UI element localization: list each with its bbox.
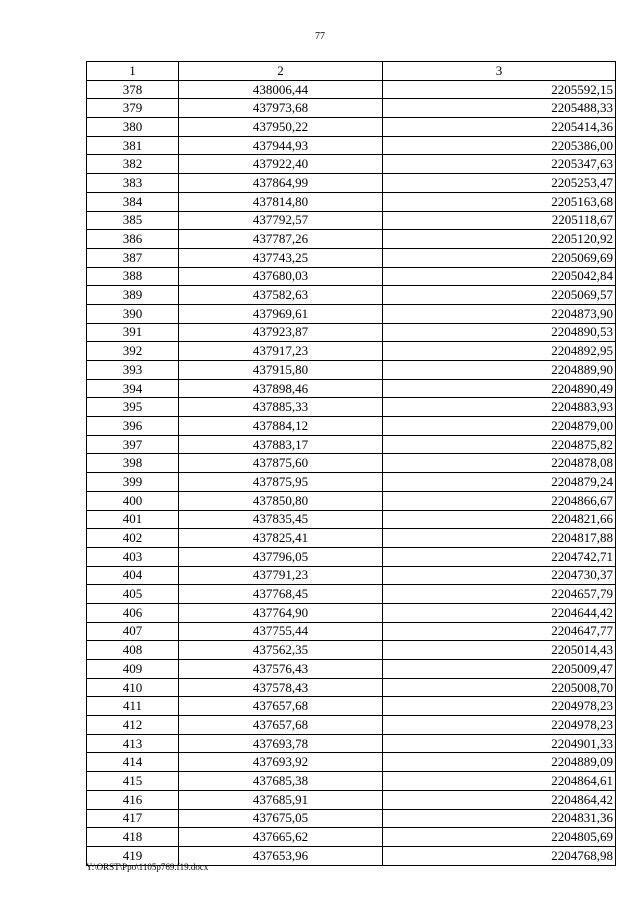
y-coordinate-cell: 2205118,67 <box>383 211 616 230</box>
y-coordinate-cell: 2204864,42 <box>383 790 616 809</box>
y-coordinate-cell: 2204890,53 <box>383 323 616 342</box>
y-coordinate-cell: 2204730,37 <box>383 566 616 585</box>
y-coordinate-cell: 2204890,49 <box>383 379 616 398</box>
column-header-1: 1 <box>87 62 179 81</box>
y-coordinate-cell: 2205253,47 <box>383 174 616 193</box>
x-coordinate-cell: 437562,35 <box>179 641 383 660</box>
point-number-cell: 406 <box>87 603 179 622</box>
x-coordinate-cell: 437969,61 <box>179 304 383 323</box>
x-coordinate-cell: 437835,45 <box>179 510 383 529</box>
page-number: 77 <box>315 31 325 42</box>
y-coordinate-cell: 2204864,61 <box>383 772 616 791</box>
y-coordinate-cell: 2205008,70 <box>383 678 616 697</box>
y-coordinate-cell: 2204805,69 <box>383 828 616 847</box>
y-coordinate-cell: 2204889,90 <box>383 361 616 380</box>
point-number-cell: 392 <box>87 342 179 361</box>
x-coordinate-cell: 437787,26 <box>179 230 383 249</box>
table-row <box>87 753 616 772</box>
table-row <box>87 491 616 510</box>
point-number-cell: 388 <box>87 267 179 286</box>
table-row <box>87 734 616 753</box>
point-number-cell: 407 <box>87 622 179 641</box>
point-number-cell: 397 <box>87 435 179 454</box>
x-coordinate-cell: 437917,23 <box>179 342 383 361</box>
x-coordinate-cell: 437883,17 <box>179 435 383 454</box>
x-coordinate-cell: 437576,43 <box>179 660 383 679</box>
table-row <box>87 566 616 585</box>
table-row <box>87 323 616 342</box>
footer-file-path: Y:\ORST\Ppo\1105p769.f19.docx <box>86 862 209 872</box>
point-number-cell: 419 <box>87 846 179 865</box>
y-coordinate-cell: 2205014,43 <box>383 641 616 660</box>
table-row <box>87 192 616 211</box>
x-coordinate-cell: 437885,33 <box>179 398 383 417</box>
table-row <box>87 99 616 118</box>
y-coordinate-cell: 2205592,15 <box>383 80 616 99</box>
y-coordinate-cell: 2204889,09 <box>383 753 616 772</box>
point-number-cell: 379 <box>87 99 179 118</box>
table-row <box>87 547 616 566</box>
x-coordinate-cell: 437915,80 <box>179 361 383 380</box>
x-coordinate-cell: 437792,57 <box>179 211 383 230</box>
y-coordinate-cell: 2205347,63 <box>383 155 616 174</box>
table-row <box>87 790 616 809</box>
table-row <box>87 529 616 548</box>
point-number-cell: 413 <box>87 734 179 753</box>
table-row <box>87 174 616 193</box>
point-number-cell: 395 <box>87 398 179 417</box>
point-number-cell: 386 <box>87 230 179 249</box>
point-number-cell: 381 <box>87 136 179 155</box>
x-coordinate-cell: 437685,38 <box>179 772 383 791</box>
y-coordinate-cell: 2204978,23 <box>383 716 616 735</box>
y-coordinate-cell: 2204742,71 <box>383 547 616 566</box>
x-coordinate-cell: 437657,68 <box>179 697 383 716</box>
y-coordinate-cell: 2205163,68 <box>383 192 616 211</box>
table-row <box>87 155 616 174</box>
x-coordinate-cell: 437743,25 <box>179 248 383 267</box>
table-row <box>87 118 616 137</box>
x-coordinate-cell: 437755,44 <box>179 622 383 641</box>
x-coordinate-cell: 437875,60 <box>179 454 383 473</box>
table-row <box>87 510 616 529</box>
x-coordinate-cell: 437864,99 <box>179 174 383 193</box>
table-row <box>87 454 616 473</box>
point-number-cell: 393 <box>87 361 179 380</box>
table-row <box>87 398 616 417</box>
x-coordinate-cell: 437653,96 <box>179 846 383 865</box>
table-header <box>87 62 616 81</box>
point-number-cell: 417 <box>87 809 179 828</box>
table-row <box>87 417 616 436</box>
x-coordinate-cell: 437973,68 <box>179 99 383 118</box>
x-coordinate-cell: 437791,23 <box>179 566 383 585</box>
x-coordinate-cell: 437875,95 <box>179 473 383 492</box>
y-coordinate-cell: 2204875,82 <box>383 435 616 454</box>
y-coordinate-cell: 2205386,00 <box>383 136 616 155</box>
point-number-cell: 380 <box>87 118 179 137</box>
x-coordinate-cell: 437950,22 <box>179 118 383 137</box>
x-coordinate-cell: 437825,41 <box>179 529 383 548</box>
table-row <box>87 342 616 361</box>
x-coordinate-cell: 437768,45 <box>179 585 383 604</box>
point-number-cell: 401 <box>87 510 179 529</box>
y-coordinate-cell: 2204831,36 <box>383 809 616 828</box>
y-coordinate-cell: 2205069,69 <box>383 248 616 267</box>
x-coordinate-cell: 437675,05 <box>179 809 383 828</box>
point-number-cell: 398 <box>87 454 179 473</box>
y-coordinate-cell: 2204821,66 <box>383 510 616 529</box>
x-coordinate-cell: 437578,43 <box>179 678 383 697</box>
x-coordinate-cell: 437657,68 <box>179 716 383 735</box>
table-row <box>87 80 616 99</box>
table-row <box>87 809 616 828</box>
table-row <box>87 603 616 622</box>
y-coordinate-cell: 2205009,47 <box>383 660 616 679</box>
x-coordinate-cell: 437764,90 <box>179 603 383 622</box>
x-coordinate-cell: 437680,03 <box>179 267 383 286</box>
x-coordinate-cell: 437884,12 <box>179 417 383 436</box>
point-number-cell: 414 <box>87 753 179 772</box>
point-number-cell: 382 <box>87 155 179 174</box>
point-number-cell: 399 <box>87 473 179 492</box>
table-row <box>87 716 616 735</box>
table-row <box>87 641 616 660</box>
y-coordinate-cell: 2204647,77 <box>383 622 616 641</box>
x-coordinate-cell: 437922,40 <box>179 155 383 174</box>
table-row <box>87 828 616 847</box>
y-coordinate-cell: 2204901,33 <box>383 734 616 753</box>
table-row <box>87 435 616 454</box>
table-row <box>87 361 616 380</box>
y-coordinate-cell: 2205042,84 <box>383 267 616 286</box>
column-header-3: 3 <box>383 62 616 81</box>
point-number-cell: 410 <box>87 678 179 697</box>
point-number-cell: 400 <box>87 491 179 510</box>
y-coordinate-cell: 2204878,08 <box>383 454 616 473</box>
x-coordinate-cell: 437850,80 <box>179 491 383 510</box>
y-coordinate-cell: 2204892,95 <box>383 342 616 361</box>
y-coordinate-cell: 2205414,36 <box>383 118 616 137</box>
table-row <box>87 660 616 679</box>
point-number-cell: 387 <box>87 248 179 267</box>
point-number-cell: 391 <box>87 323 179 342</box>
point-number-cell: 402 <box>87 529 179 548</box>
x-coordinate-cell: 437693,78 <box>179 734 383 753</box>
table-row <box>87 678 616 697</box>
point-number-cell: 396 <box>87 417 179 436</box>
header-row <box>87 62 616 81</box>
point-number-cell: 384 <box>87 192 179 211</box>
y-coordinate-cell: 2204866,67 <box>383 491 616 510</box>
x-coordinate-cell: 437796,05 <box>179 547 383 566</box>
y-coordinate-cell: 2204873,90 <box>383 304 616 323</box>
point-number-cell: 394 <box>87 379 179 398</box>
x-coordinate-cell: 437693,92 <box>179 753 383 772</box>
table-row <box>87 697 616 716</box>
point-number-cell: 378 <box>87 80 179 99</box>
point-number-cell: 416 <box>87 790 179 809</box>
table-row <box>87 267 616 286</box>
table-row <box>87 622 616 641</box>
table-row <box>87 211 616 230</box>
y-coordinate-cell: 2205120,92 <box>383 230 616 249</box>
point-number-cell: 409 <box>87 660 179 679</box>
x-coordinate-cell: 437665,62 <box>179 828 383 847</box>
point-number-cell: 408 <box>87 641 179 660</box>
table-row <box>87 136 616 155</box>
x-coordinate-cell: 437923,87 <box>179 323 383 342</box>
x-coordinate-cell: 437582,63 <box>179 286 383 305</box>
column-header-2: 2 <box>179 62 383 81</box>
x-coordinate-cell: 437898,46 <box>179 379 383 398</box>
point-number-cell: 389 <box>87 286 179 305</box>
y-coordinate-cell: 2204883,93 <box>383 398 616 417</box>
point-number-cell: 404 <box>87 566 179 585</box>
y-coordinate-cell: 2204978,23 <box>383 697 616 716</box>
point-number-cell: 412 <box>87 716 179 735</box>
point-number-cell: 405 <box>87 585 179 604</box>
x-coordinate-cell: 437685,91 <box>179 790 383 809</box>
table-row <box>87 286 616 305</box>
table-row <box>87 379 616 398</box>
y-coordinate-cell: 2204768,98 <box>383 846 616 865</box>
table-row <box>87 473 616 492</box>
point-number-cell: 403 <box>87 547 179 566</box>
point-number-cell: 418 <box>87 828 179 847</box>
x-coordinate-cell: 438006,44 <box>179 80 383 99</box>
x-coordinate-cell: 437814,80 <box>179 192 383 211</box>
table-body <box>87 80 616 865</box>
point-number-cell: 415 <box>87 772 179 791</box>
y-coordinate-cell: 2204879,00 <box>383 417 616 436</box>
table-row <box>87 772 616 791</box>
table-row <box>87 585 616 604</box>
table-row <box>87 304 616 323</box>
x-coordinate-cell: 437944,93 <box>179 136 383 155</box>
table-row <box>87 230 616 249</box>
y-coordinate-cell: 2205069,57 <box>383 286 616 305</box>
y-coordinate-cell: 2204657,79 <box>383 585 616 604</box>
y-coordinate-cell: 2204644,42 <box>383 603 616 622</box>
point-number-cell: 385 <box>87 211 179 230</box>
y-coordinate-cell: 2205488,33 <box>383 99 616 118</box>
table-row <box>87 248 616 267</box>
y-coordinate-cell: 2204879,24 <box>383 473 616 492</box>
point-number-cell: 383 <box>87 174 179 193</box>
point-number-cell: 390 <box>87 304 179 323</box>
coordinates-table <box>86 61 616 866</box>
y-coordinate-cell: 2204817,88 <box>383 529 616 548</box>
point-number-cell: 411 <box>87 697 179 716</box>
